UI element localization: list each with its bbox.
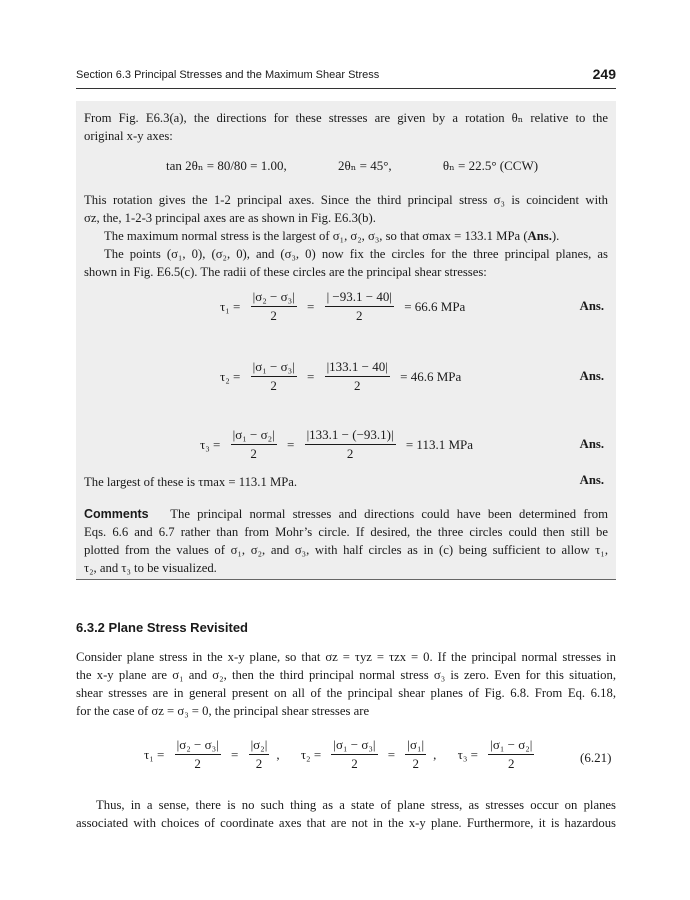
tau3-fraction1: $\frac{\text{|σ₁ − σ₂|}}{2}$	[232, 427, 275, 461]
tau1-fraction2: $\frac{| -93.1 - 40|}{2}$	[326, 289, 392, 323]
para2-line1: This rotation gives the 1-2 principal axes. Since the third principal stress σ₃ is coincident with	[84, 193, 608, 207]
body-p1-line3: shear stresses are in general present on all of the principal shear planes of Fig. 6.8. From Eq. 6.18,	[76, 686, 616, 700]
para2-line2: σz, the, 1-2-3 principal axes are as shown in Fig. E6.3(b).	[84, 211, 376, 225]
eq621-tau3-lhs: τ₃ =	[457, 746, 478, 762]
eq621-tau1-lhs: τ₁ =	[144, 746, 165, 762]
comments-line3: plotted from the values of σ₁, σ₂, and σ₃, with half circles as in (c) being sufficient to allow τ₁,	[84, 543, 608, 557]
tau3-fraction2: $\frac{|133.1 - (-93.1)|}{2}$	[306, 427, 394, 461]
tau3-ans-label: Ans.	[579, 437, 604, 451]
tau2-fraction2: $\frac{|133.1 - 40|}{2}$	[326, 359, 388, 393]
running-header	[76, 66, 616, 86]
body-p1-line1: Consider plane stress in the x-y plane, so that σz = τyz = τzx = 0. If the principal normal stresses in	[76, 650, 616, 664]
para4-line1: The points (σ₁, 0), (σ₂, 0), and (σ₃, 0) now fix the circles for the three principal planes, as	[104, 247, 608, 261]
tau2-result: = 46.6 MPa	[400, 368, 462, 384]
tau3-equation: τ₃ = $\frac{\text{|σ₁ − σ₂|}}{2}$ = $\frac{|133.1 - (-93.1)|}{2}$ = 113.1 MPa	[200, 427, 474, 461]
tau2-equation: τ₂ = $\frac{\text{|σ₁ − σ₃|}}{2}$ = $\frac{|133.1 - 40|}{2}$ = 46.6 MPa	[220, 359, 462, 393]
body-p2-line1: Thus, in a sense, there is no such thing as a state of plane stress, as stresses occur on planes	[96, 798, 616, 812]
page-number: 249	[592, 66, 616, 82]
equation-number: (6.21)	[580, 750, 612, 765]
tau3-result: = 113.1 MPa	[405, 436, 474, 452]
tau2-fraction1: $\frac{\text{|σ₁ − σ₃|}}{2}$	[252, 359, 295, 393]
section-running-title: Section 6.3 Principal Stresses and the Maximum Shear Stress	[76, 69, 380, 81]
rotation-eq-part2: 2θₙ = 45°,	[338, 158, 392, 173]
tau2-ans-label: Ans.	[579, 369, 604, 383]
comments-line4: τ₂, and τ₃ to be visualized.	[84, 561, 217, 575]
tau1-lhs: τ₁ =	[220, 298, 241, 314]
body-p1-line4: for the case of σz = σ₃ = 0, the principal shear stresses are	[76, 704, 370, 718]
para4-line2: shown in Fig. E6.5(c). The radii of these circles are the principal shear stresses:	[84, 265, 487, 279]
para1-line2: original x-y axes:	[84, 129, 173, 143]
largest-shear-line: The largest of these is τmax = 113.1 MPa.	[84, 475, 298, 489]
comments-label: Comments	[84, 507, 149, 521]
tau3-lhs: τ₃ =	[200, 436, 221, 452]
rotation-equation	[166, 158, 538, 174]
tau1-result: = 66.6 MPa	[404, 298, 466, 314]
tau1-fraction1: $\frac{\text{|σ₂ − σ₃|}}{2}$	[252, 289, 295, 323]
comments-line1: Comments The principal normal stresses and directions could have been determined from	[84, 507, 608, 521]
tau2-lhs: τ₂ =	[220, 368, 241, 384]
tau1-ans-label: Ans.	[579, 299, 604, 313]
section-heading: 6.3.2 Plane Stress Revisited	[76, 620, 248, 635]
rotation-eq-part3: θₙ = 22.5° (CCW)	[442, 158, 539, 173]
header-rule	[76, 88, 616, 89]
tau1-equation: τ₁ = $\frac{\text{|σ₂ − σ₃|}}{2}$ = $\frac{| -93.1 - 40|}{2}$ = 66.6 MPa	[220, 289, 466, 323]
para3-line1: The maximum normal stress is the largest of σ₁, σ₂, σ₃, so that σmax = 133.1 MPa (Ans.).	[104, 229, 560, 243]
para1-line1: From Fig. E6.3(a), the directions for these stresses are given by a rotation θₙ relative to the	[84, 111, 608, 125]
comments-line2: Eqs. 6.6 and 6.7 rather than from Mohr’s circle. If desired, the three circles could then still be	[84, 525, 608, 539]
body-p2-line2: associated with choices of coordinate axes that are not in the x-y plane. Furthermore, it is hazardous	[76, 816, 616, 830]
eq621-tau2-lhs: τ₂ =	[300, 746, 322, 762]
equation-6-21: τ₁ = $\frac{\text{|σ₂ − σ₃|}}{2}$ = $\frac{\text{|σ₂|}}{2}$ , τ₂ = $\frac{\text{|σ₁ − σ₃|}}{2}$ = $\frac{\text{|σ₁|}}{2}$ , τ₃ = $\frac{\text{|σ₁ − σ₂|}}{2}$	[144, 737, 533, 771]
example-solution-box	[76, 101, 616, 580]
largest-ans-label: Ans.	[579, 473, 604, 487]
body-p1-line2: the x-y plane are σ₁ and σ₂, then the third principal normal stress σ₃ is zero. Even for this situation,	[76, 668, 616, 682]
rotation-eq-part1: tan 2θₙ = 80/80 = 1.00,	[166, 158, 287, 173]
